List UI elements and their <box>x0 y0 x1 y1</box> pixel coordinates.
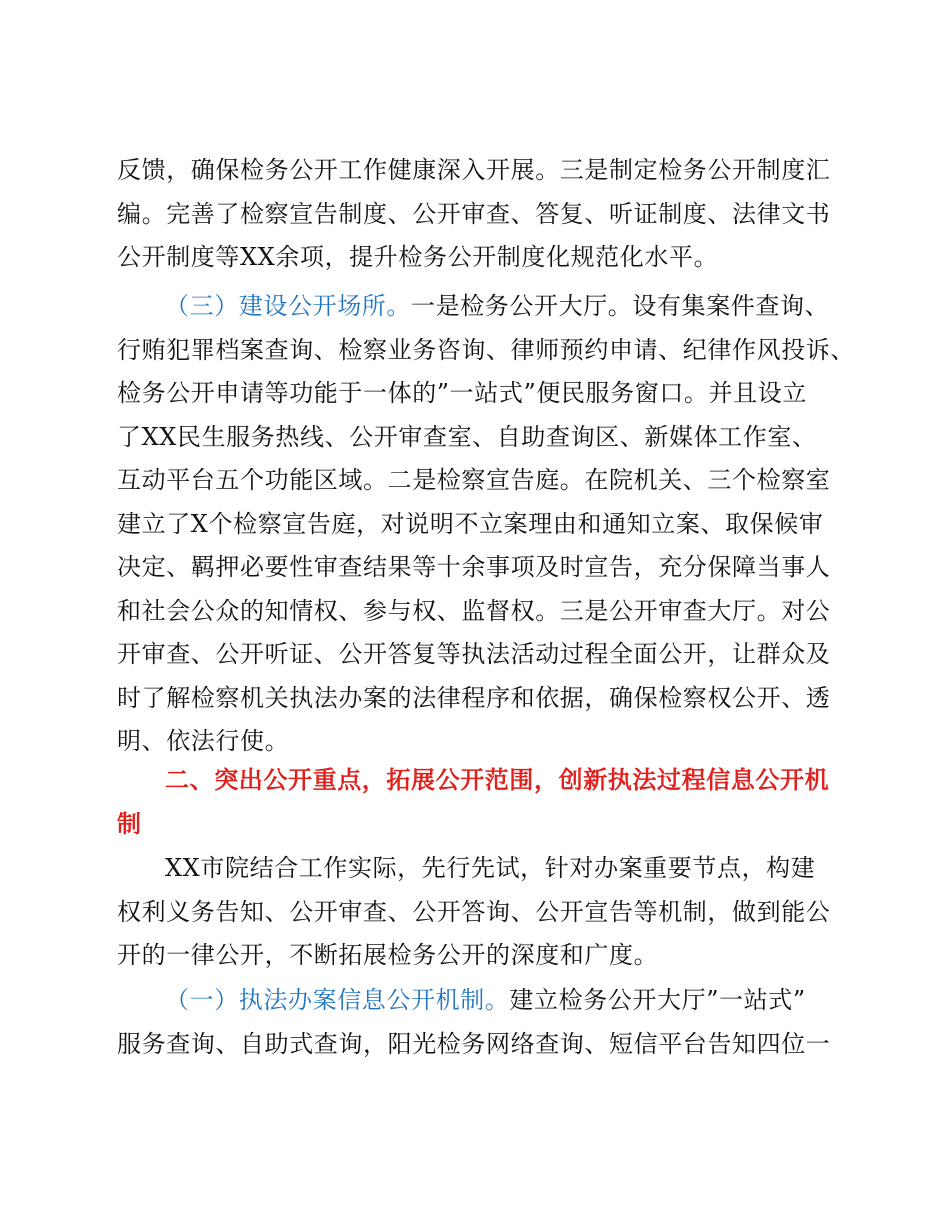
text-run: 建立检务公开大厅”一站式” <box>509 986 806 1014</box>
text-line: 开审查、公开听证、公开答复等执法活动过程全面公开，让群众及 <box>117 640 831 668</box>
text-line: 建立了X个检察宣告庭，对说明不立案理由和通知立案、取保候审 <box>117 509 824 538</box>
text-line: 权利义务告知、公开审查、公开答询、公开宣告等机制，做到能公 <box>117 897 831 926</box>
paragraph-feedback <box>117 149 837 280</box>
text-line: 开的一律公开，不断拓展检务公开的深度和广度。 <box>117 941 659 969</box>
paragraph-public-venues <box>117 285 855 764</box>
text-line <box>117 285 837 329</box>
text-line <box>117 979 837 1023</box>
text-line: 了XX民生服务热线、公开审查室、自助查询区、新媒体工作室、 <box>117 422 817 451</box>
text-line: 编。完善了检察宣告制度、公开审查、答复、听证制度、法律文书 <box>117 199 831 228</box>
subheading-build-venues: （三）建设公开场所。 <box>165 292 411 320</box>
text-line: 互动平台五个功能区域。二是检察宣告庭。在院机关、三个检察室 <box>117 466 831 494</box>
text-line: 反馈，确保检务公开工作健康深入开展。三是制定检务公开制度汇 <box>117 156 831 184</box>
text-line: 公开制度等XX余项，提升检务公开制度化规范化水平。 <box>117 243 719 271</box>
paragraph-case-info-disclosure <box>117 979 837 1066</box>
text-line: 明、依法行使。 <box>117 727 290 755</box>
text-line: 行贿犯罪档案查询、检察业务咨询、律师预约申请、纪律作风投诉、 <box>117 335 855 364</box>
text-line: 时了解检察机关执法办案的法律程序和依据，确保检察权公开、透 <box>117 683 831 712</box>
text-run: 一是检务公开大厅。设有集案件查询、 <box>411 292 830 320</box>
text-line: 决定、羁押必要性审查结果等十余事项及时宣告，充分保障当事人 <box>117 553 831 581</box>
paragraph-city-practice <box>117 847 837 978</box>
section-heading-2 <box>117 759 837 846</box>
text-line: XX市院结合工作实际，先行先试，针对办案重要节点，构建 <box>165 854 816 882</box>
text-line: 检务公开申请等功能于一体的”一站式”便民服务窗口。并且设立 <box>117 379 807 407</box>
text-line: 服务查询、自助式查询，阳光检务网络查询、短信平台告知四位一 <box>117 1029 831 1058</box>
heading-line: 二、突出公开重点，拓展公开范围，创新执法过程信息公开机 <box>165 766 830 794</box>
subheading-case-info: （一）执法办案信息公开机制。 <box>165 986 510 1014</box>
heading-line: 制 <box>117 809 142 838</box>
text-line: 和社会公众的知情权、参与权、监督权。三是公开审查大厅。对公 <box>117 596 831 625</box>
